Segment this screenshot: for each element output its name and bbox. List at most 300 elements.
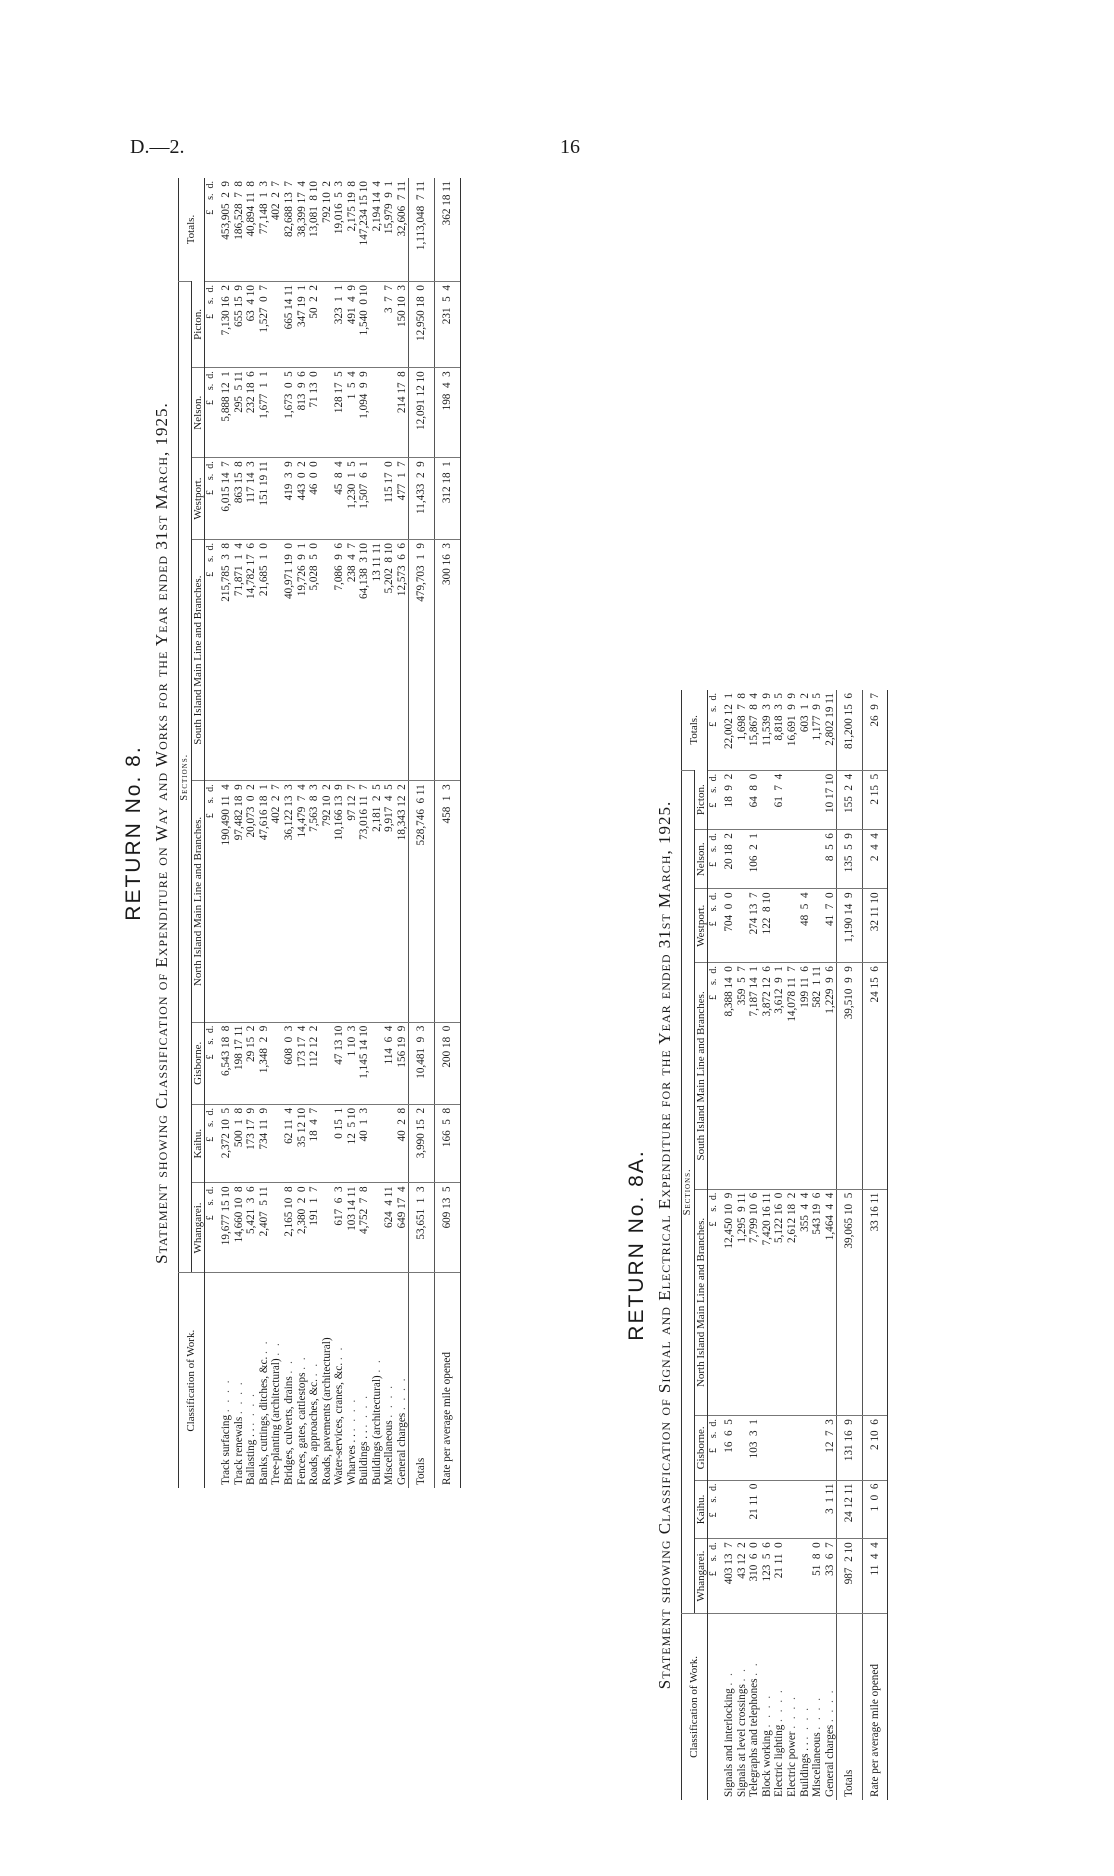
amount-cell: 665 14 11 — [283, 282, 296, 368]
leader-dots: . . . . — [785, 1695, 798, 1729]
row-label — [346, 1273, 359, 1488]
total-cell: 135 5 9 — [837, 830, 863, 889]
amount-cell: 310 6 0 — [748, 1539, 761, 1614]
amount-cell: 2,165 10 8 — [283, 1183, 296, 1273]
amount-cell: 863 15 8 — [233, 458, 246, 540]
amount-cell: 7,187 14 1 — [748, 963, 761, 1190]
amount-cell — [786, 1480, 799, 1539]
amount-cell: 500 1 8 — [233, 1104, 246, 1183]
row-label-text: General charges — [823, 1724, 836, 1797]
amount-cell: 1 10 3 — [346, 1022, 359, 1104]
amount-cell: 2,181 2 5 — [371, 781, 384, 1022]
amount-cell: 18,343 12 2 — [396, 781, 409, 1022]
row-label-text: Buildings . . — [798, 1742, 811, 1797]
table-row — [371, 178, 384, 1488]
units-row — [205, 178, 217, 1488]
leader-dots: . . — [295, 1355, 308, 1370]
total-cell: 3,990 15 2 — [409, 1104, 435, 1183]
leader-dots: . . . . — [232, 1380, 245, 1414]
total-cell: 24 12 11 — [837, 1480, 863, 1539]
table-row — [736, 690, 749, 1800]
total-cell: 987 2 10 — [837, 1539, 863, 1614]
row-label-text: Track surfacing — [220, 1414, 233, 1485]
leader-dots: . . . . — [383, 1384, 396, 1418]
amount-cell: 1,229 9 6 — [824, 963, 837, 1190]
table-row — [396, 178, 409, 1488]
amount-cell: 443 0 2 — [296, 458, 309, 540]
table-row — [358, 178, 371, 1488]
amount-cell: 3,612 9 1 — [773, 963, 786, 1190]
leader-dots: . . — [257, 1339, 270, 1354]
amount-cell: 64,138 3 10 — [358, 540, 371, 781]
table-row — [761, 690, 774, 1800]
row-label — [371, 1273, 384, 1488]
amount-cell: 214 17 8 — [396, 368, 409, 458]
total-cell: 131 16 9 — [837, 1416, 863, 1480]
amount-cell: 7,420 16 11 — [761, 1189, 774, 1416]
amount-cell: 46 0 0 — [308, 458, 321, 540]
leader-dots: . . . . — [811, 1696, 824, 1730]
table-head — [179, 178, 205, 1488]
amount-cell — [736, 770, 749, 829]
rate-cell: 24 15 6 — [862, 963, 888, 1190]
return-8a-subtitle: Statement showing Classification of Signal and Electrical Expenditure for the Year ended 31st March, 1925. — [655, 800, 674, 1690]
rate-cell: 231 5 4 — [435, 282, 461, 368]
amount-cell — [761, 1416, 774, 1480]
leader-dots: . . . . — [760, 1693, 773, 1728]
units-spacer — [708, 1613, 720, 1800]
table-row — [799, 690, 812, 1800]
row-label — [245, 1273, 258, 1488]
row-label — [283, 1273, 296, 1488]
amount-cell: 114 6 4 — [383, 1022, 396, 1104]
amount-cell — [321, 282, 334, 368]
amount-cell: 48 5 4 — [799, 889, 812, 963]
units-label: £ s. d. — [205, 781, 217, 1022]
totals-label: Totals — [409, 1273, 435, 1488]
amount-cell — [799, 1416, 812, 1480]
amount-cell — [761, 1480, 774, 1539]
classification-header: Classification of Work. — [179, 1273, 205, 1488]
amount-cell: 1,677 1 1 — [258, 368, 271, 458]
amount-cell: 5,202 8 10 — [383, 540, 396, 781]
amount-cell: 191 1 7 — [308, 1183, 321, 1273]
table-row — [296, 178, 309, 1488]
amount-cell — [270, 1183, 283, 1273]
leader-dots: . . . . — [798, 1705, 811, 1740]
leader-dots: . . . . — [245, 1392, 258, 1426]
amount-cell — [270, 1104, 283, 1183]
amount-cell: 43 12 2 — [736, 1539, 749, 1614]
amount-cell: 16 6 5 — [719, 1416, 736, 1480]
leader-dots: . . . . — [395, 1376, 408, 1411]
totals-header: Totals. — [179, 178, 205, 282]
amount-cell: 347 19 1 — [296, 282, 309, 368]
amount-cell — [270, 368, 283, 458]
total-cell: 12,091 12 10 — [409, 368, 435, 458]
units-label: £ s. d. — [708, 770, 720, 829]
table-row — [773, 690, 786, 1800]
total-cell: 39,065 10 5 — [837, 1189, 863, 1416]
leader-dots: . . — [308, 1361, 321, 1377]
amount-cell: 14,782 17 6 — [245, 540, 258, 781]
table-row — [719, 690, 736, 1800]
amount-cell: 813 9 6 — [296, 368, 309, 458]
amount-cell: 2,194 14 4 — [370, 181, 383, 232]
amount-cell: 151 19 11 — [258, 458, 271, 540]
amount-cell: 2,175 19 8 — [345, 181, 358, 232]
leader-dots: . . — [723, 1671, 736, 1686]
amount-cell — [371, 1104, 384, 1183]
amount-cell: 73,016 11 7 — [358, 781, 371, 1022]
rate-row — [435, 178, 461, 1488]
row-label — [333, 1273, 346, 1488]
section-column-header: Whangarei. — [191, 1183, 204, 1273]
table-row — [270, 178, 283, 1488]
amount-cell: 64 8 0 — [748, 770, 761, 829]
section-column-header: Whangarei. — [694, 1539, 707, 1614]
amount-cell: 45 8 4 — [333, 458, 346, 540]
amount-cell: 150 10 3 — [396, 282, 409, 368]
table-body — [205, 178, 460, 1488]
amount-cell: 1,507 6 1 — [358, 458, 371, 540]
row-label-text: Fences, gates, cattlestops — [295, 1372, 308, 1485]
amount-cell — [321, 540, 334, 781]
amount-cell: 173 17 4 — [296, 1022, 309, 1104]
amount-cell: 1,230 1 5 — [346, 458, 359, 540]
row-label — [270, 1273, 283, 1488]
rate-cell: 2 15 5 — [862, 770, 888, 829]
amount-cell: 33 6 7 — [824, 1539, 837, 1614]
amount-cell — [270, 282, 283, 368]
amount-cell: 3 1 11 — [824, 1480, 837, 1539]
amount-cell: 232 18 6 — [245, 368, 258, 458]
section-column-header: Nelson. — [191, 368, 204, 458]
amount-cell: 97 12 7 — [346, 781, 359, 1022]
rate-cell: 32 11 10 — [862, 889, 888, 963]
row-label-text: Roads, pavements (architectural) — [320, 1337, 333, 1485]
amount-cell: 61 7 4 — [773, 770, 786, 829]
amount-cell: 8,388 14 0 — [719, 963, 736, 1190]
units-label: £ s. d. — [205, 368, 217, 458]
row-label-text: General charges — [395, 1412, 408, 1485]
amount-cell: 4,752 7 8 — [358, 1183, 371, 1273]
table-row — [216, 178, 233, 1488]
amount-cell: 19,726 9 1 — [296, 540, 309, 781]
row-label-text: Bridges, culverts, drains — [282, 1376, 295, 1485]
amount-cell: 21 11 0 — [773, 1539, 786, 1614]
row-label-text: Buildings . . — [358, 1430, 371, 1485]
amount-cell: 22,002 12 1 — [723, 693, 736, 749]
amount-cell: 13,081 8 10 — [308, 181, 321, 237]
section-column-header: Kaihu. — [694, 1480, 707, 1539]
section-column-header: Kaihu. — [191, 1104, 204, 1183]
amount-cell — [761, 830, 774, 889]
amount-cell — [270, 458, 283, 540]
amount-cell — [773, 830, 786, 889]
amount-cell: 3,872 12 6 — [761, 963, 774, 1190]
row-label — [811, 1613, 824, 1800]
amount-cell: 40 2 8 — [396, 1104, 409, 1183]
amount-cell — [736, 830, 749, 889]
amount-cell: 14,660 10 8 — [233, 1183, 246, 1273]
amount-cell: 63 4 10 — [245, 282, 258, 368]
table-row — [824, 690, 837, 1800]
amount-cell: 117 14 3 — [245, 458, 258, 540]
amount-cell: 8 5 6 — [824, 830, 837, 889]
table-row — [308, 178, 321, 1488]
amount-cell: 323 1 1 — [333, 282, 346, 368]
amount-cell: 8,818 3 5 — [773, 693, 786, 741]
amount-cell: 5,028 5 0 — [308, 540, 321, 781]
amount-cell: 40 1 3 — [358, 1104, 371, 1183]
amount-cell — [321, 368, 334, 458]
amount-cell: 20,073 0 2 — [245, 781, 258, 1022]
amount-cell: 36,122 13 3 — [283, 781, 296, 1022]
header-row — [179, 178, 192, 1488]
totals-label: Totals — [837, 1613, 863, 1800]
row-label — [761, 1613, 774, 1800]
amount-cell: 186,528 7 8 — [232, 181, 245, 240]
amount-cell: 18 4 7 — [308, 1104, 321, 1183]
row-label — [216, 1273, 233, 1488]
row-label — [308, 1273, 321, 1488]
leader-dots: . . — [748, 1661, 761, 1676]
row-label-text: Buildings (architectural) — [370, 1375, 383, 1485]
amount-cell — [773, 1416, 786, 1480]
section-column-header: Picton. — [191, 282, 204, 368]
total-cell: 11,433 2 9 — [409, 458, 435, 540]
total-cell: 479,703 1 9 — [409, 540, 435, 781]
amount-cell: 10 17 10 — [824, 770, 837, 829]
amount-cell: 2,407 5 11 — [258, 1183, 271, 1273]
row-label — [383, 1273, 396, 1488]
amount-cell: 734 11 9 — [258, 1104, 271, 1183]
units-label: £ s. d. — [205, 1022, 217, 1104]
amount-cell: 40,894 11 8 — [245, 181, 258, 237]
row-label — [786, 1613, 799, 1800]
amount-cell: 274 13 7 — [748, 889, 761, 963]
amount-cell: 453,905 2 9 — [220, 181, 233, 240]
row-label — [396, 1273, 409, 1488]
amount-cell: 38,399 17 4 — [295, 181, 308, 237]
total-cell: 10,481 9 3 — [409, 1022, 435, 1104]
row-label-text: Tree-planting (architectural) — [270, 1358, 283, 1485]
units-label: £ s. d. — [708, 889, 720, 963]
row-label — [296, 1273, 309, 1488]
row-label-text: Electric power — [785, 1731, 798, 1797]
amount-cell: 14,479 7 4 — [296, 781, 309, 1022]
leader-dots: . . — [270, 1341, 283, 1356]
amount-cell: 2,612 18 2 — [786, 1189, 799, 1416]
rate-row — [862, 690, 888, 1800]
amount-cell: 7,799 10 6 — [748, 1189, 761, 1416]
row-label — [233, 1273, 246, 1488]
units-label: £ s. d. — [708, 830, 720, 889]
units-label: £ s. d. — [205, 1104, 217, 1183]
row-label-text: Electric lighting — [773, 1724, 786, 1797]
amount-cell — [270, 540, 283, 781]
return-8-title: RETURN No. 8. — [122, 745, 145, 921]
amount-cell: 5,888 12 1 — [216, 368, 233, 458]
amount-cell: 62 11 4 — [283, 1104, 296, 1183]
rate-label: Rate per average mile opened — [862, 1613, 888, 1800]
amount-cell — [799, 770, 812, 829]
amount-cell: 215,785 3 8 — [216, 540, 233, 781]
row-label-text: Track renewals — [232, 1416, 245, 1485]
leader-dots: . . . . — [358, 1393, 371, 1428]
amount-cell: 77,148 1 3 — [257, 181, 270, 235]
amount-cell: 122 8 10 — [761, 889, 774, 963]
amount-cell: 47 13 10 — [333, 1022, 346, 1104]
amount-cell: 1,094 9 9 — [358, 368, 371, 458]
totals-row — [409, 178, 435, 1488]
amount-cell: 1,673 0 5 — [283, 368, 296, 458]
amount-cell: 71,871 1 4 — [233, 540, 246, 781]
units-label: £ s. d. — [708, 1416, 720, 1480]
table-row — [748, 690, 761, 1800]
totals-row — [837, 690, 863, 1800]
amount-cell — [371, 458, 384, 540]
amount-cell: 147,234 15 10 — [358, 181, 371, 246]
amount-cell: 2,802 19 11 — [823, 693, 836, 746]
units-label: £ s. d. — [205, 181, 217, 215]
rate-cell: 458 1 3 — [435, 781, 461, 1022]
amount-cell — [719, 1480, 736, 1539]
amount-cell: 2,372 10 5 — [216, 1104, 233, 1183]
amount-cell: 1,464 4 4 — [824, 1189, 837, 1416]
table-body — [708, 690, 888, 1800]
amount-cell — [786, 770, 799, 829]
amount-cell: 7,130 16 2 — [216, 282, 233, 368]
amount-cell: 402 2 7 — [270, 781, 283, 1022]
amount-cell — [799, 1539, 812, 1614]
amount-cell: 13 11 11 — [371, 540, 384, 781]
amount-cell: 1,527 0 7 — [258, 282, 271, 368]
amount-cell: 792 10 2 — [321, 781, 334, 1022]
leader-dots: . . . . — [345, 1397, 358, 1432]
rate-cell: 312 18 1 — [435, 458, 461, 540]
leader-dots: . . — [735, 1667, 748, 1682]
units-spacer — [205, 1273, 217, 1488]
leader-dots: . . — [370, 1358, 383, 1373]
amount-cell — [383, 368, 396, 458]
amount-cell: 18 9 2 — [719, 770, 736, 829]
rate-cell: 362 18 11 — [435, 178, 461, 282]
leader-dots: . . . . — [220, 1378, 233, 1413]
amount-cell: 624 4 11 — [383, 1183, 396, 1273]
amount-cell: 7,563 8 3 — [308, 781, 321, 1022]
row-label — [258, 1273, 271, 1488]
amount-cell — [811, 830, 824, 889]
row-label-text: Roads, approaches, &c. — [308, 1379, 321, 1485]
amount-cell: 1,295 9 11 — [736, 1189, 749, 1416]
amount-cell — [786, 1539, 799, 1614]
amount-cell: 16,691 9 9 — [785, 693, 798, 747]
rate-cell: 166 5 8 — [435, 1104, 461, 1183]
table-row — [321, 178, 334, 1488]
rate-cell: 33 16 11 — [862, 1189, 888, 1416]
row-label — [736, 1613, 749, 1800]
amount-cell: 655 15 9 — [233, 282, 246, 368]
amount-cell — [786, 830, 799, 889]
amount-cell: 6,015 14 7 — [216, 458, 233, 540]
leader-dots: . . . . — [823, 1688, 836, 1723]
amount-cell: 7,086 9 6 — [333, 540, 346, 781]
total-cell: 39,510 9 9 — [837, 963, 863, 1190]
amount-cell: 21,685 1 0 — [258, 540, 271, 781]
amount-cell: 51 8 0 — [811, 1539, 824, 1614]
amount-cell: 35 12 10 — [296, 1104, 309, 1183]
units-label: £ s. d. — [205, 1183, 217, 1273]
amount-cell — [321, 1104, 334, 1183]
row-label-text: Signals at level crossings — [735, 1684, 748, 1797]
amount-cell: 1 5 4 — [346, 368, 359, 458]
rate-cell: 198 4 3 — [435, 368, 461, 458]
amount-cell: 14,078 11 7 — [786, 963, 799, 1190]
leader-dots: . . — [333, 1345, 346, 1361]
amount-cell: 295 5 11 — [233, 368, 246, 458]
amount-cell: 792 10 2 — [320, 181, 333, 223]
row-label — [773, 1613, 786, 1800]
amount-cell — [761, 770, 774, 829]
amount-cell: 5,122 16 0 — [773, 1189, 786, 1416]
row-label — [824, 1613, 837, 1800]
units-label: £ s. d. — [708, 693, 720, 727]
amount-cell: 402 2 7 — [270, 181, 283, 221]
amount-cell: 115 17 0 — [383, 458, 396, 540]
amount-cell: 97,482 18 9 — [233, 781, 246, 1022]
section-column-header: South Island Main Line and Branches. — [191, 540, 204, 781]
row-label-text: Ballasting . . — [245, 1428, 258, 1485]
amount-cell: 190,490 11 4 — [216, 781, 233, 1022]
amount-cell: 103 14 11 — [346, 1183, 359, 1273]
amount-cell: 21 11 0 — [748, 1480, 761, 1539]
section-column-header: Nelson. — [694, 830, 707, 889]
amount-cell: 491 4 9 — [346, 282, 359, 368]
amount-cell — [270, 1022, 283, 1104]
amount-cell: 40,971 19 0 — [283, 540, 296, 781]
row-label — [321, 1273, 334, 1488]
amount-cell — [811, 889, 824, 963]
units-label: £ s. d. — [708, 1189, 720, 1416]
amount-cell: 12,573 6 6 — [396, 540, 409, 781]
total-cell: 528,746 6 11 — [409, 781, 435, 1022]
row-label-text: Miscellaneous — [811, 1732, 824, 1797]
amount-cell: 11,539 3 9 — [760, 693, 773, 746]
amount-cell: 1,540 0 10 — [358, 282, 371, 368]
amount-cell: 617 6 3 — [333, 1183, 346, 1273]
section-column-header: Picton. — [694, 770, 707, 829]
amount-cell: 1,348 2 9 — [258, 1022, 271, 1104]
row-label — [799, 1613, 812, 1800]
row-label-text: Signals and interlocking — [723, 1688, 736, 1797]
units-row — [708, 690, 720, 1800]
amount-cell: 704 0 0 — [719, 889, 736, 963]
section-column-header: North Island Main Line and Branches. — [694, 1189, 707, 1416]
table-row — [283, 178, 296, 1488]
amount-cell: 2,380 2 0 — [296, 1183, 309, 1273]
return-8-subtitle: Statement showing Classification of Expenditure on Way and Works for the Year ended 31st March, 1925. — [152, 402, 171, 1264]
rate-cell: 2 4 4 — [862, 830, 888, 889]
table-row — [811, 690, 824, 1800]
amount-cell — [736, 1480, 749, 1539]
table-head — [682, 690, 708, 1800]
amount-cell: 82,688 13 7 — [282, 181, 295, 237]
amount-cell: 103 3 1 — [748, 1416, 761, 1480]
amount-cell — [383, 1104, 396, 1183]
return-8a-title: RETURN No. 8A. — [625, 1149, 648, 1341]
